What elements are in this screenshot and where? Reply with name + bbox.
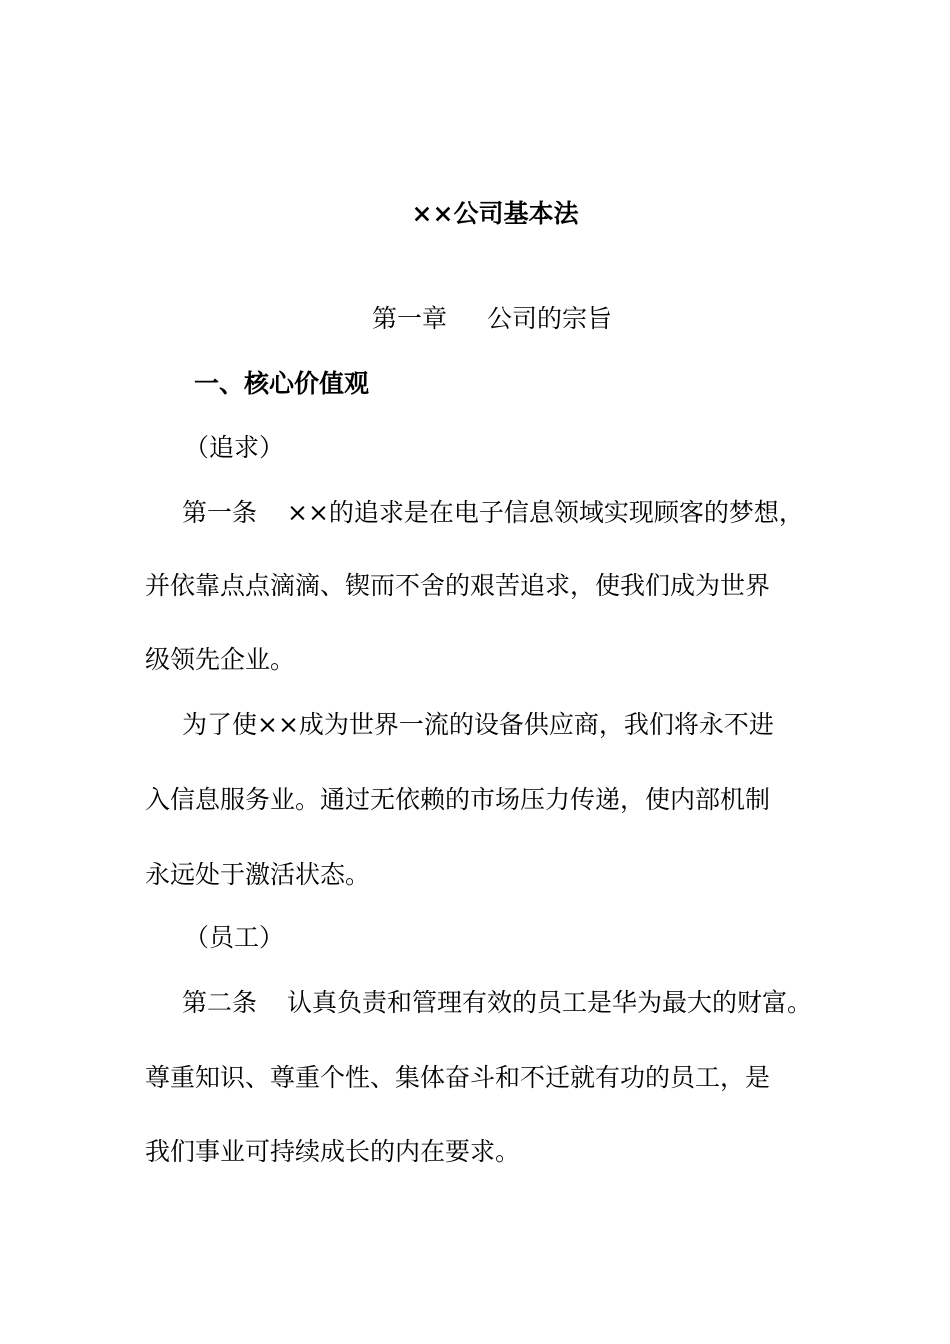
chapter-heading [372, 303, 612, 335]
section-heading: 一、核心价值观 [194, 369, 370, 398]
subheading-employees: （员工） [184, 923, 285, 952]
article-1-line-3: 级领先企业。 [145, 645, 296, 674]
paragraph-2-line-1: 为了使××成为世界一流的设备供应商，我们将永不进 [182, 710, 774, 739]
chapter-name: 公司的宗旨 [487, 304, 613, 333]
article-2-label: 第二条 [182, 988, 258, 1017]
document-title: ××公司基本法 [411, 199, 579, 228]
article-1-line-1 [182, 497, 804, 529]
chapter-number: 第一章 [372, 304, 448, 333]
article-2-text-1: 认真负责和管理有效的员工是华为最大的财富。 [287, 988, 813, 1017]
article-2-line-3: 我们事业可持续成长的内在要求。 [145, 1137, 521, 1166]
article-2-line-1 [182, 987, 812, 1019]
article-1-text-1: ××的追求是在电子信息领域实现顾客的梦想， [287, 498, 804, 527]
article-1-label: 第一条 [182, 498, 258, 527]
article-1-line-2: 并依靠点点滴滴、锲而不舍的艰苦追求，使我们成为世界 [145, 571, 771, 600]
article-2-line-2: 尊重知识、尊重个性、集体奋斗和不迁就有功的员工，是 [145, 1063, 771, 1092]
paragraph-2-line-3: 永远处于激活状态。 [145, 860, 371, 889]
paragraph-2-line-2: 入信息服务业。通过无依赖的市场压力传递，使内部机制 [145, 785, 771, 814]
subheading-pursuit: （追求） [184, 433, 285, 462]
